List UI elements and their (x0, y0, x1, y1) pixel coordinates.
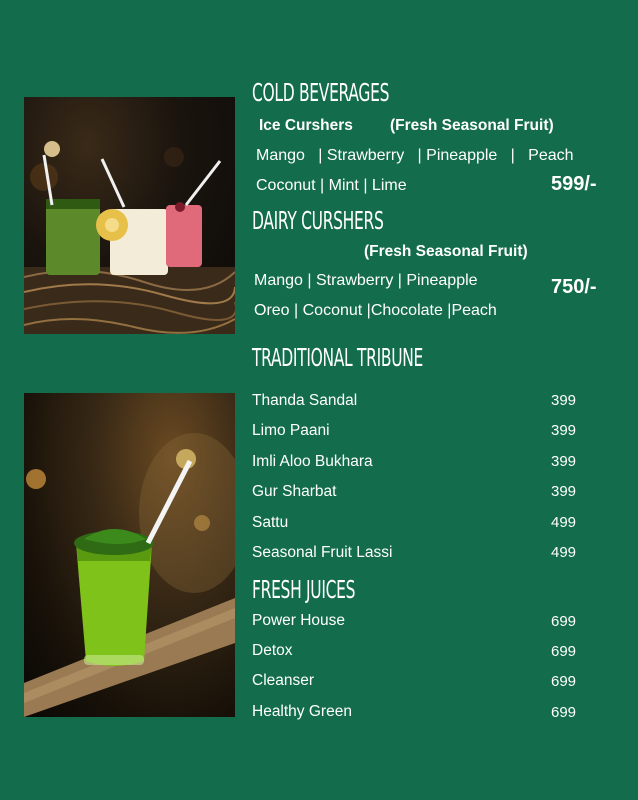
dairy-curshers-price: 750/- (551, 276, 597, 298)
menu-item-name: Gur Sharbat (252, 483, 337, 500)
ice-curshers-label: Ice Curshers (259, 117, 353, 134)
cold-beverages-heading: COLD BEVERAGES (252, 78, 390, 107)
dairy-curshers-flavors-line1: Mango | Strawberry | Pineapple (254, 272, 478, 289)
menu-item-price: 699 (551, 613, 577, 630)
cold-beverages-note: (Fresh Seasonal Fruit) (390, 117, 554, 134)
menu-item-price: 399 (551, 392, 577, 409)
menu-item-price: 699 (551, 643, 577, 660)
traditional-tribune-heading: TRADITIONAL TRIBUNE (252, 343, 424, 372)
menu-item-name: Imli Aloo Bukhara (252, 453, 373, 470)
green-drink-photo (24, 393, 235, 717)
menu-item-name: Power House (252, 612, 346, 629)
menu-item-price: 499 (551, 544, 577, 561)
cold-beverages-flavors-line1: Mango | Strawberry | Pineapple | Peach (256, 147, 574, 164)
dairy-curshers-flavors-line2: Oreo | Coconut |Chocolate |Peach (254, 302, 497, 319)
menu-item-name: Limo Paani (252, 422, 330, 439)
menu-item-name: Thanda Sandal (252, 392, 358, 409)
menu-item-price: 399 (551, 453, 577, 470)
menu-item-price: 699 (551, 704, 577, 721)
menu-item-name: Detox (252, 642, 293, 659)
cold-beverages-photo (24, 97, 235, 334)
dairy-curshers-heading: DAIRY CURSHERS (252, 206, 384, 235)
menu-item-name: Sattu (252, 514, 289, 531)
cold-beverages-price: 599/- (551, 173, 597, 195)
menu-item-name: Seasonal Fruit Lassi (252, 544, 393, 561)
menu-item-name: Healthy Green (252, 703, 352, 720)
cold-beverages-flavors-line2: Coconut | Mint | Lime (256, 177, 407, 194)
menu-item-price: 499 (551, 514, 577, 531)
menu-item-price: 399 (551, 483, 577, 500)
fresh-juices-heading: FRESH JUICES (252, 575, 356, 604)
drinks-illustration (24, 97, 235, 334)
menu-item-price: 399 (551, 422, 577, 439)
menu-item-price: 699 (551, 673, 577, 690)
dairy-curshers-note: (Fresh Seasonal Fruit) (364, 243, 528, 260)
green-drink-illustration (24, 393, 235, 717)
menu-item-name: Cleanser (252, 672, 315, 689)
